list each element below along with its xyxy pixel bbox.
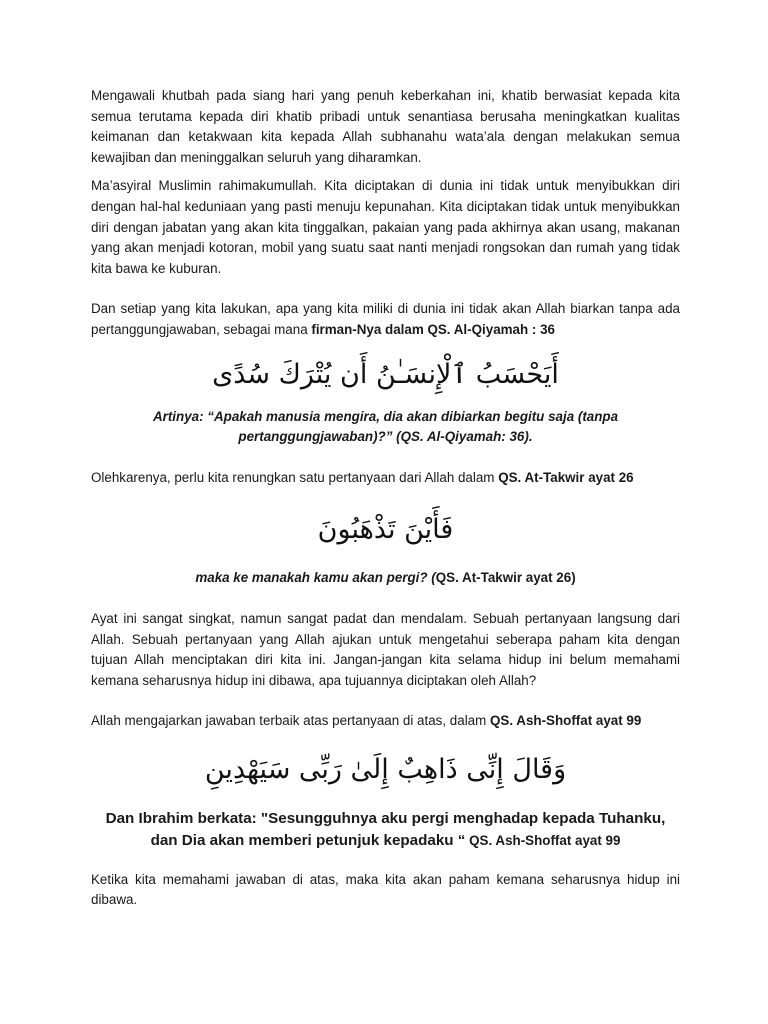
arabic-verse-qiyamah: أَيَحْسَبُ ٱلْإِنسَـٰنُ أَن يُتْرَكَ سُدًى bbox=[212, 358, 559, 390]
paragraph-reflection: Ayat ini sangat singkat, namun sangat padat dan mendalam. Sebuah pertanyaan langsung dari Allah. Sebuah pertanyaan yang Allah ajukan untuk mengetahui seberapa paham kita dengan tujuan Allah menciptakan diri kita ini. Jangan-jangan kita selama hidup ini belum memahami kemana seharusnya hidup ini dibawa, apa tujuannya diciptakan oleh Allah? bbox=[91, 610, 680, 688]
translation-shoffat-ref: QS. Ash-Shoffat ayat 99 bbox=[465, 832, 621, 848]
paragraph-answer bbox=[91, 711, 680, 732]
paragraph-question-text: Olehkarenya, perlu kita renungkan satu pertanyaan dari Allah dalam bbox=[91, 469, 499, 485]
arabic-verse-takwir: فَأَيْنَ تَذْهَبُونَ bbox=[317, 514, 454, 546]
document-page bbox=[91, 86, 680, 911]
paragraph-answer-text: Allah mengajarkan jawaban terbaik atas pertanyaan di atas, dalam bbox=[91, 713, 490, 729]
translation-qiyamah: Artinya: “Apakah manusia mengira, dia akan dibiarkan begitu saja (tanpa pertanggungjawaban)?” (QS. Al-Qiyamah: 36). bbox=[152, 408, 619, 445]
reference-shoffat: QS. Ash-Shoffat ayat 99 bbox=[490, 713, 642, 729]
paragraph-closing: Ketika kita memahami jawaban di atas, maka kita akan paham kemana seharusnya hidup ini dibawa. bbox=[91, 871, 680, 908]
reference-takwir: QS. At-Takwir ayat 26 bbox=[498, 469, 634, 485]
translation-takwir bbox=[91, 568, 680, 589]
translation-shoffat bbox=[91, 808, 680, 852]
paragraph-maasyiral: Ma’asyiral Muslimin rahimakumullah. Kita diciptakan di dunia ini tidak untuk menyibukkan diri dengan hal-hal keduniaan yang pasti menuju kepunahan. Kita diciptakan tidak untuk menyibukkan diri dengan jabatan yang akan kita tinggalkan, pakaian yang pada akhirnya akan usang, makanan yang akan menjadi kotoran, mobil yang suatu saat nanti menjadi rongsokan dan rumah yang tidak kita bawa ke kuburan. bbox=[91, 178, 680, 276]
paragraph-accountability bbox=[91, 299, 680, 340]
arabic-verse-shoffat: وَقَالَ إِنِّى ذَاهِبٌ إِلَىٰ رَبِّى سَيَهْدِينِ bbox=[204, 753, 567, 785]
translation-takwir-text: maka ke manakah kamu akan pergi? ( bbox=[195, 570, 436, 586]
paragraph-opening: Mengawali khutbah pada siang hari yang penuh keberkahan ini, khatib berwasiat kepada kita semua terutama kepada diri khatib pribadi untuk senantiasa berusaha meningkatkan kualitas keimanan dan ketakwaan kita kepada Allah subhanahu wata’ala dengan melakukan semua kewajiban dan meninggalkan seluruh yang diharamkan. bbox=[91, 88, 680, 165]
paragraph-question bbox=[91, 468, 680, 489]
translation-shoffat-text: Dan Ibrahim berkata: "Sesungguhnya aku pergi menghadap kepada Tuhanku, dan Dia akan memberi petunjuk kepadaku “ bbox=[105, 809, 666, 849]
translation-takwir-ref: QS. At-Takwir ayat 26) bbox=[435, 570, 576, 586]
reference-qiyamah: firman-Nya dalam QS. Al-Qiyamah : 36 bbox=[311, 321, 555, 337]
paragraph-accountability-text: Dan setiap yang kita lakukan, apa yang kita miliki di dunia ini tidak akan Allah biarkan tanpa ada pertanggungjawaban, sebagai mana bbox=[91, 301, 680, 337]
